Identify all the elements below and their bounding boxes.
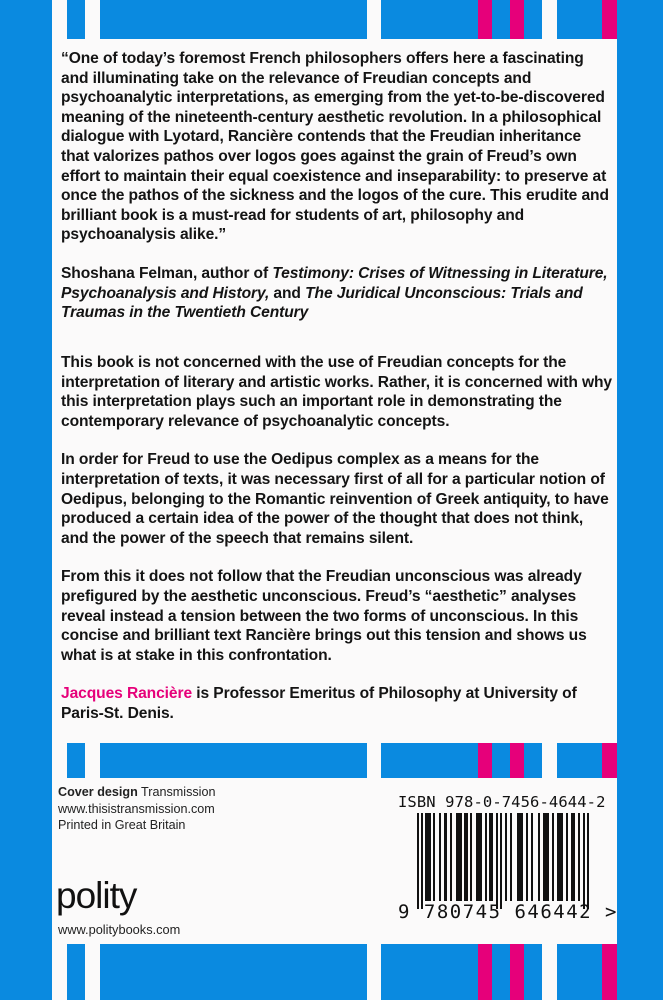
- magenta-stripe: [510, 944, 524, 1000]
- middle-stripe-band: [52, 743, 617, 778]
- isbn-label: ISBN 978-0-7456-4644-2: [398, 793, 606, 811]
- magenta-stripe: [602, 0, 617, 39]
- bottom-stripe-band: [52, 944, 617, 1000]
- cover-design-credit: Cover design Transmission: [58, 785, 216, 799]
- cover-design-url: www.thisistransmission.com: [58, 801, 215, 816]
- description-paragraph: This book is not concerned with the use of Freudian concepts for the interpretation of literary and artistic works. Rather, it is concerned with why this interpretation plays such an important role in demonstrating the contemporary relevance of psychoanalytic concepts.: [61, 354, 613, 430]
- description-paragraph: In order for Freud to use the Oedipus complex as a means for the interpretation of texts, it was necessary first of all for a particular notion of Oedipus, belonging to the Romantic reinvention of Greek antiquity, to have produced a certain idea of the power of the thought that does not think, and the power of the speech that remains silent.: [61, 451, 609, 547]
- magenta-stripe: [478, 0, 492, 39]
- barcode-digits: 9 780745 646442 >: [398, 901, 618, 923]
- stripe-block: [67, 743, 85, 778]
- author-bio: Jacques Rancière is Professor Emeritus of Philosophy at University of Paris-St. Denis.: [61, 685, 577, 722]
- stripe-block: [100, 0, 367, 39]
- magenta-stripe: [510, 743, 524, 778]
- book-title: The Juridical Unconscious: Trials and Traumas in the Twentieth Century: [61, 284, 583, 322]
- quote-text: “One of today’s foremost French philosophers offers here a fascinating and illuminating take on the relevance of Freudian concepts and psychoanalytic interpretations, as emerging from the yet-to-be-discovered meaning of the nineteenth-century aesthetic revolution. In a philosophical dialogue with Lyotard, Rancière contends that the Freudian inheritance that valorizes pathos over logos goes against the grain of Freud’s own effort to maintain their equal coexistence and inseparability: to preserve at once the pathos of the sickness and the logos of the cure. This erudite and brilliant book is a must-read for students of art, philosophy and psychoanalysis alike.”: [61, 50, 609, 244]
- author-name: Jacques Rancière: [61, 685, 193, 703]
- book-title: Testimony: Crises of Witnessing in Literature, Psychoanalysis and History,: [61, 264, 608, 302]
- credits: [58, 784, 215, 834]
- magenta-stripe: [602, 944, 617, 1000]
- review-quote: [61, 49, 613, 323]
- stripe-block: [67, 944, 85, 1000]
- top-stripe-band: [52, 0, 617, 39]
- polity-logo: polity: [56, 875, 137, 916]
- stripe-block: [100, 944, 367, 1000]
- barcode-icon: [417, 813, 590, 909]
- book-description: [61, 353, 613, 724]
- description-paragraph: From this it does not follow that the Freudian unconscious was already prefigured by the aesthetic unconscious. Freud’s “aesthetic” analyses reveal instead a tension between the two forms of unconscious. In this concise and brilliant text Rancière brings out this tension and shows us what is at stake in this confrontation.: [61, 568, 587, 664]
- magenta-stripe: [478, 944, 492, 1000]
- stripe-block: [67, 0, 85, 39]
- stripe-block: [100, 743, 367, 778]
- publisher-url: www.politybooks.com: [58, 922, 181, 937]
- printed-in: Printed in Great Britain: [58, 818, 186, 832]
- quote-attribution: Shoshana Felman, author of Testimony: Crises of Witnessing in Literature, Psychoanalysis and History, and The Juridical Unconscious: Trials and Traumas in the Twentieth Century: [61, 264, 608, 322]
- magenta-stripe: [602, 743, 617, 778]
- magenta-stripe: [478, 743, 492, 778]
- magenta-stripe: [510, 0, 524, 39]
